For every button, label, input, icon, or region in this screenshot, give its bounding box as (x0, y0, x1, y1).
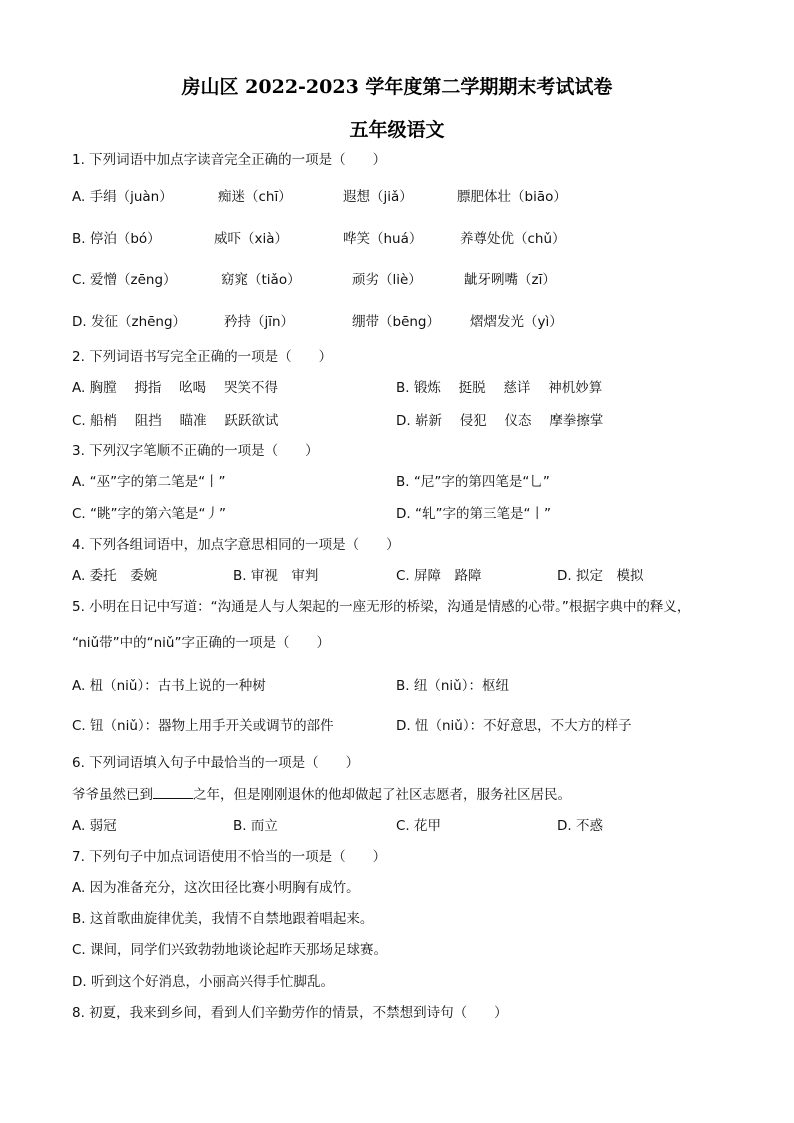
q1-option-c-2: 窈窕（tiǎo） (221, 272, 301, 288)
q1-option-b-2: 威吓（xià） (214, 231, 289, 247)
q5-option-c: C. 钮（niǔ）：器物上用手开关或调节的部件 (72, 718, 334, 734)
q7-option-a: A. 因为准备充分，这次田径比赛小明胸有成竹。 (72, 880, 360, 896)
q1-option-a-4: 膘肥体壮（biāo） (457, 189, 567, 205)
q7-option-c: C. 课间，同学们兴致勃勃地谈论起昨天那场足球赛。 (72, 942, 388, 958)
q1-option-c-4: 龇牙咧嘴（zī） (464, 272, 556, 288)
q1-option-c-3: 顽劣（liè） (352, 272, 422, 288)
q3-option-c: C. “眺”字的第六笔是“丿” (72, 506, 226, 522)
q1-option-b-4: 养尊处优（chǔ） (460, 231, 566, 247)
question-2-stem: 2. 下列词语书写完全正确的一项是（ ） (72, 349, 333, 365)
q1-option-d-1: D. 发征（zhēng） (72, 314, 187, 330)
question-7-stem: 7. 下列句子中加点词语使用不恰当的一项是（ ） (72, 849, 387, 865)
q6-option-d: D. 不惑 (557, 818, 603, 834)
page-subtitle: 五年级语文 (349, 119, 445, 141)
page-title: 房山区 2022-2023 学年度第二学期期末考试试卷 (181, 76, 613, 98)
q3-option-d: D. “轧”字的第三笔是“丨” (396, 506, 551, 522)
q6-sentence-pre: 爷爷虽然已到 (72, 787, 153, 803)
q7-option-d: D. 听到这个好消息，小丽高兴得手忙脚乱。 (72, 974, 334, 990)
q4-option-d: D. 拟定 模拟 (557, 568, 644, 584)
q4-option-c: C. 屏障 路障 (396, 568, 482, 584)
q3-option-a: A. “巫”字的第二笔是“丨” (72, 474, 226, 490)
q5-option-a: A. 杻（niǔ）：古书上说的一种树 (72, 678, 266, 694)
question-1-stem: 1. 下列词语中加点字读音完全正确的一项是（ ） (72, 152, 387, 168)
q4-option-a: A. 委托 委婉 (72, 568, 158, 584)
q2-option-b: B. 锻炼 挺脱 慈详 神机妙算 (396, 380, 603, 396)
q1-option-c-1: C. 爱憎（zēng） (72, 272, 177, 288)
question-3-stem: 3. 下列汉字笔顺不正确的一项是（ ） (72, 443, 319, 459)
q2-option-c: C. 船梢 阻挡 瞄准 跃跃欲试 (72, 413, 279, 429)
q7-option-b: B. 这首歌曲旋律优美，我情不自禁地跟着唱起来。 (72, 911, 374, 927)
q6-option-a: A. 弱冠 (72, 818, 117, 834)
q6-option-b: B. 而立 (233, 818, 278, 834)
q1-option-a-3: 遐想（jiǎ） (343, 189, 413, 205)
question-6-sentence (72, 786, 571, 804)
question-8-stem: 8. 初夏，我来到乡间，看到人们辛勤劳作的情景，不禁想到诗句（ ） (72, 1005, 508, 1021)
q4-option-b: B. 审视 审判 (233, 568, 319, 584)
q3-option-b: B. “尼”字的第四笔是“乚” (396, 474, 550, 490)
q5-option-d: D. 忸（niǔ）：不好意思，不大方的样子 (396, 718, 632, 734)
q6-option-c: C. 花甲 (396, 818, 442, 834)
q1-option-d-4: 熠熠发光（yì） (470, 314, 563, 330)
q1-option-d-3: 绷带（bēng） (352, 314, 441, 330)
q1-option-b-3: 哗笑（huá） (343, 231, 423, 247)
question-5-stem-line2: “niǔ带”中的“niǔ”字正确的一项是（ ） (72, 635, 330, 651)
q1-option-d-2: 矜持（jīn） (224, 314, 295, 330)
q1-option-a-2: 痴迷（chī） (218, 189, 292, 205)
fill-blank (153, 786, 193, 799)
q6-sentence-post: 之年，但是刚刚退休的他却做起了社区志愿者，服务社区居民。 (193, 787, 571, 803)
q1-option-a-1: A. 手绢（juàn） (72, 189, 173, 205)
q2-option-a: A. 胸膛 拇指 吆喝 哭笑不得 (72, 380, 278, 396)
question-5-stem-line1: 5. 小明在日记中写道：“沟通是人与人架起的一座无形的桥梁，沟通是情感的心带。”根据字典中的释义， (72, 599, 691, 615)
q1-option-b-1: B. 停泊（bó） (72, 231, 161, 247)
q5-option-b: B. 纽（niǔ）：枢纽 (396, 678, 509, 694)
q2-option-d: D. 崭新 侵犯 仪态 摩拳擦掌 (396, 413, 604, 429)
question-4-stem: 4. 下列各组词语中，加点字意思相同的一项是（ ） (72, 537, 400, 553)
question-6-stem: 6. 下列词语填入句子中最恰当的一项是（ ） (72, 755, 360, 771)
